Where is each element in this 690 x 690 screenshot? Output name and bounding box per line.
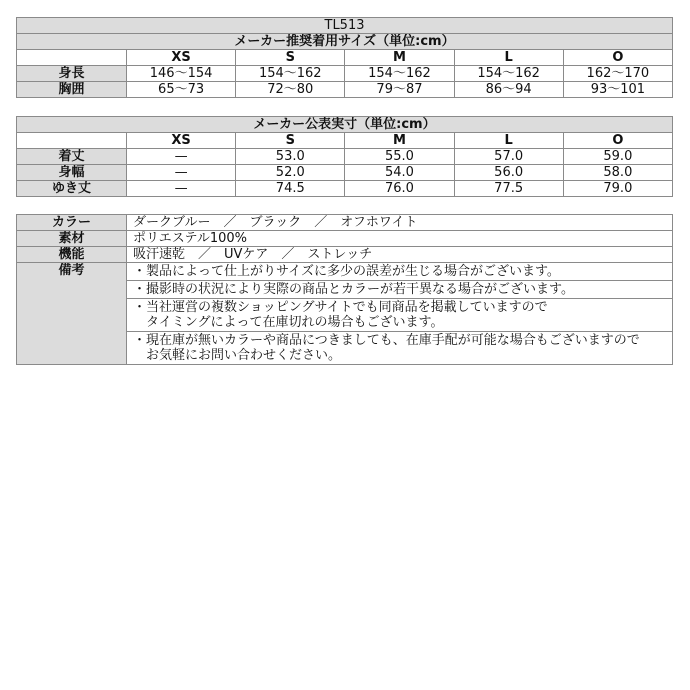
table-cell: 93～101 (563, 82, 672, 98)
measurement-heading: メーカー公表実寸（単位:cm） (17, 117, 673, 133)
row-header: カラー (17, 215, 127, 231)
table-cell: 74.5 (236, 181, 345, 197)
table-cell: 55.0 (345, 149, 454, 165)
product-code: TL513 (17, 18, 673, 34)
table-cell: 53.0 (236, 149, 345, 165)
table-cell: 52.0 (236, 165, 345, 181)
size-column-header: O (563, 133, 672, 149)
table-row (17, 181, 673, 197)
table-cell: 154～162 (236, 66, 345, 82)
table-row (17, 247, 673, 263)
size-column-header: XS (127, 50, 236, 66)
table-cell: 77.5 (454, 181, 563, 197)
size-column-header: S (236, 133, 345, 149)
table-row (17, 165, 673, 181)
size-column-header: XS (127, 133, 236, 149)
row-header: 胸囲 (17, 82, 127, 98)
table-cell: 154～162 (345, 66, 454, 82)
table-cell: 56.0 (454, 165, 563, 181)
corner-cell (17, 133, 127, 149)
table-cell: 65～73 (127, 82, 236, 98)
note-item: ・製品によって仕上がりサイズに多少の誤差が生じる場合がございます。 (127, 263, 673, 281)
table-cell: 57.0 (454, 149, 563, 165)
size-column-header: M (345, 133, 454, 149)
table-cell: 54.0 (345, 165, 454, 181)
size-column-header: S (236, 50, 345, 66)
table-cell: 146～154 (127, 66, 236, 82)
row-header: ゆき丈 (17, 181, 127, 197)
table-cell: 72～80 (236, 82, 345, 98)
corner-cell (17, 50, 127, 66)
row-header: 着丈 (17, 149, 127, 165)
color-value: ダークブルー ／ ブラック ／ オフホワイト (127, 215, 673, 231)
recommended-size-table (16, 17, 673, 98)
table-row (17, 66, 673, 82)
product-info-table (16, 214, 673, 365)
note-item: ・撮影時の状況により実際の商品とカラーが若干異なる場合がございます。 (127, 281, 673, 299)
table-cell: — (127, 165, 236, 181)
actual-measurement-table (16, 116, 673, 197)
note-item: ・現在庫が無いカラーや商品につきましても、在庫手配が可能な場合もございますので お気軽にお問い合わせください。 (127, 332, 673, 365)
note-item: ・当社運営の複数ショッピングサイトでも同商品を掲載していますので タイミングによって在庫切れの場合もございます。 (127, 299, 673, 332)
table-cell: 162～170 (563, 66, 672, 82)
table-row (17, 149, 673, 165)
table-cell: 79～87 (345, 82, 454, 98)
size-column-header: L (454, 50, 563, 66)
table-row (17, 231, 673, 247)
notes-header: 備考 (17, 263, 127, 365)
material-value: ポリエステル100% (127, 231, 673, 247)
row-header: 身長 (17, 66, 127, 82)
table-cell: 59.0 (563, 149, 672, 165)
table-cell: — (127, 181, 236, 197)
table-cell: — (127, 149, 236, 165)
table-row (17, 263, 673, 281)
size-column-header: O (563, 50, 672, 66)
recommended-size-heading: メーカー推奨着用サイズ（単位:cm） (17, 34, 673, 50)
table-cell: 79.0 (563, 181, 672, 197)
table-cell: 76.0 (345, 181, 454, 197)
table-row (17, 215, 673, 231)
row-header: 身幅 (17, 165, 127, 181)
function-value: 吸汗速乾 ／ UVケア ／ ストレッチ (127, 247, 673, 263)
row-header: 素材 (17, 231, 127, 247)
table-cell: 86～94 (454, 82, 563, 98)
size-column-header: L (454, 133, 563, 149)
table-row (17, 82, 673, 98)
table-cell: 58.0 (563, 165, 672, 181)
table-cell: 154～162 (454, 66, 563, 82)
size-column-header: M (345, 50, 454, 66)
row-header: 機能 (17, 247, 127, 263)
